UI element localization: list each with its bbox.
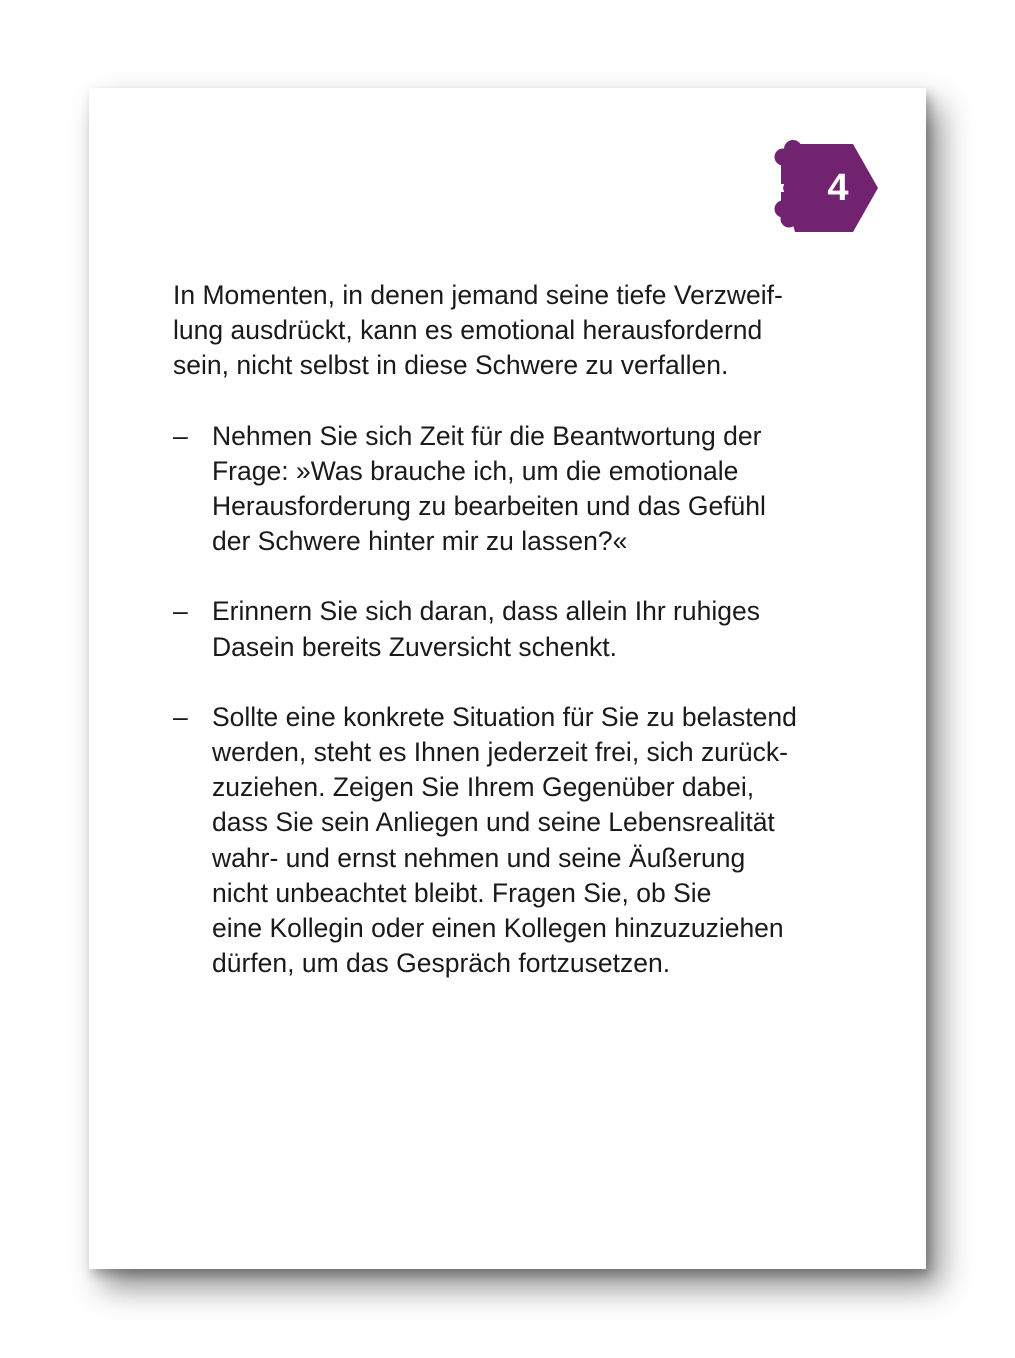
card-number: 4 [827,167,849,209]
item-line: Frage: »Was brauche ich, um die emotionale [212,455,739,486]
intro-line: In Momenten, in denen jemand seine tiefe Verzweif- [173,280,783,310]
item-line: Dasein bereits Zuversicht schenkt. [212,631,618,662]
item-line: Herausforderung zu bearbeiten und das Gefühl [212,491,766,522]
list-item [173,700,863,982]
list-item [173,419,863,560]
card-number-badge [773,140,883,236]
card [89,88,926,1269]
item-line: dass Sie sein Anliegen und seine Lebensrealität [212,807,775,838]
intro-line: sein, nicht selbst in diese Schwere zu verfallen. [173,350,729,381]
advice-list [173,419,863,982]
bullet-dash: – [173,596,188,627]
item-line: werden, steht es Ihnen jederzeit frei, sich zurück- [212,737,788,768]
item-line: der Schwere hinter mir zu lassen?« [212,526,628,557]
card-content [173,278,863,1016]
item-line: Nehmen Sie sich Zeit für die Beantwortung der [212,420,762,451]
item-line: eine Kollegin oder einen Kollegen hinzuzuziehen [212,913,784,944]
intro-paragraph [173,278,863,384]
item-line: dürfen, um das Gespräch fortzusetzen. [212,948,671,979]
item-line: zuziehen. Zeigen Sie Ihrem Gegenüber dabei, [212,772,755,803]
item-line: wahr- und ernst nehmen und seine Äußerung [212,842,746,873]
list-item [173,594,863,664]
intro-line: lung ausdrückt, kann es emotional herausfordernd [173,315,763,346]
bullet-dash: – [173,420,188,451]
item-line: Sollte eine konkrete Situation für Sie zu belastend [212,701,797,732]
bullet-dash: – [173,701,188,732]
item-line: nicht unbeachtet bleibt. Fragen Sie, ob Sie [212,877,712,908]
item-line: Erinnern Sie sich daran, dass allein Ihr ruhiges [212,596,760,627]
